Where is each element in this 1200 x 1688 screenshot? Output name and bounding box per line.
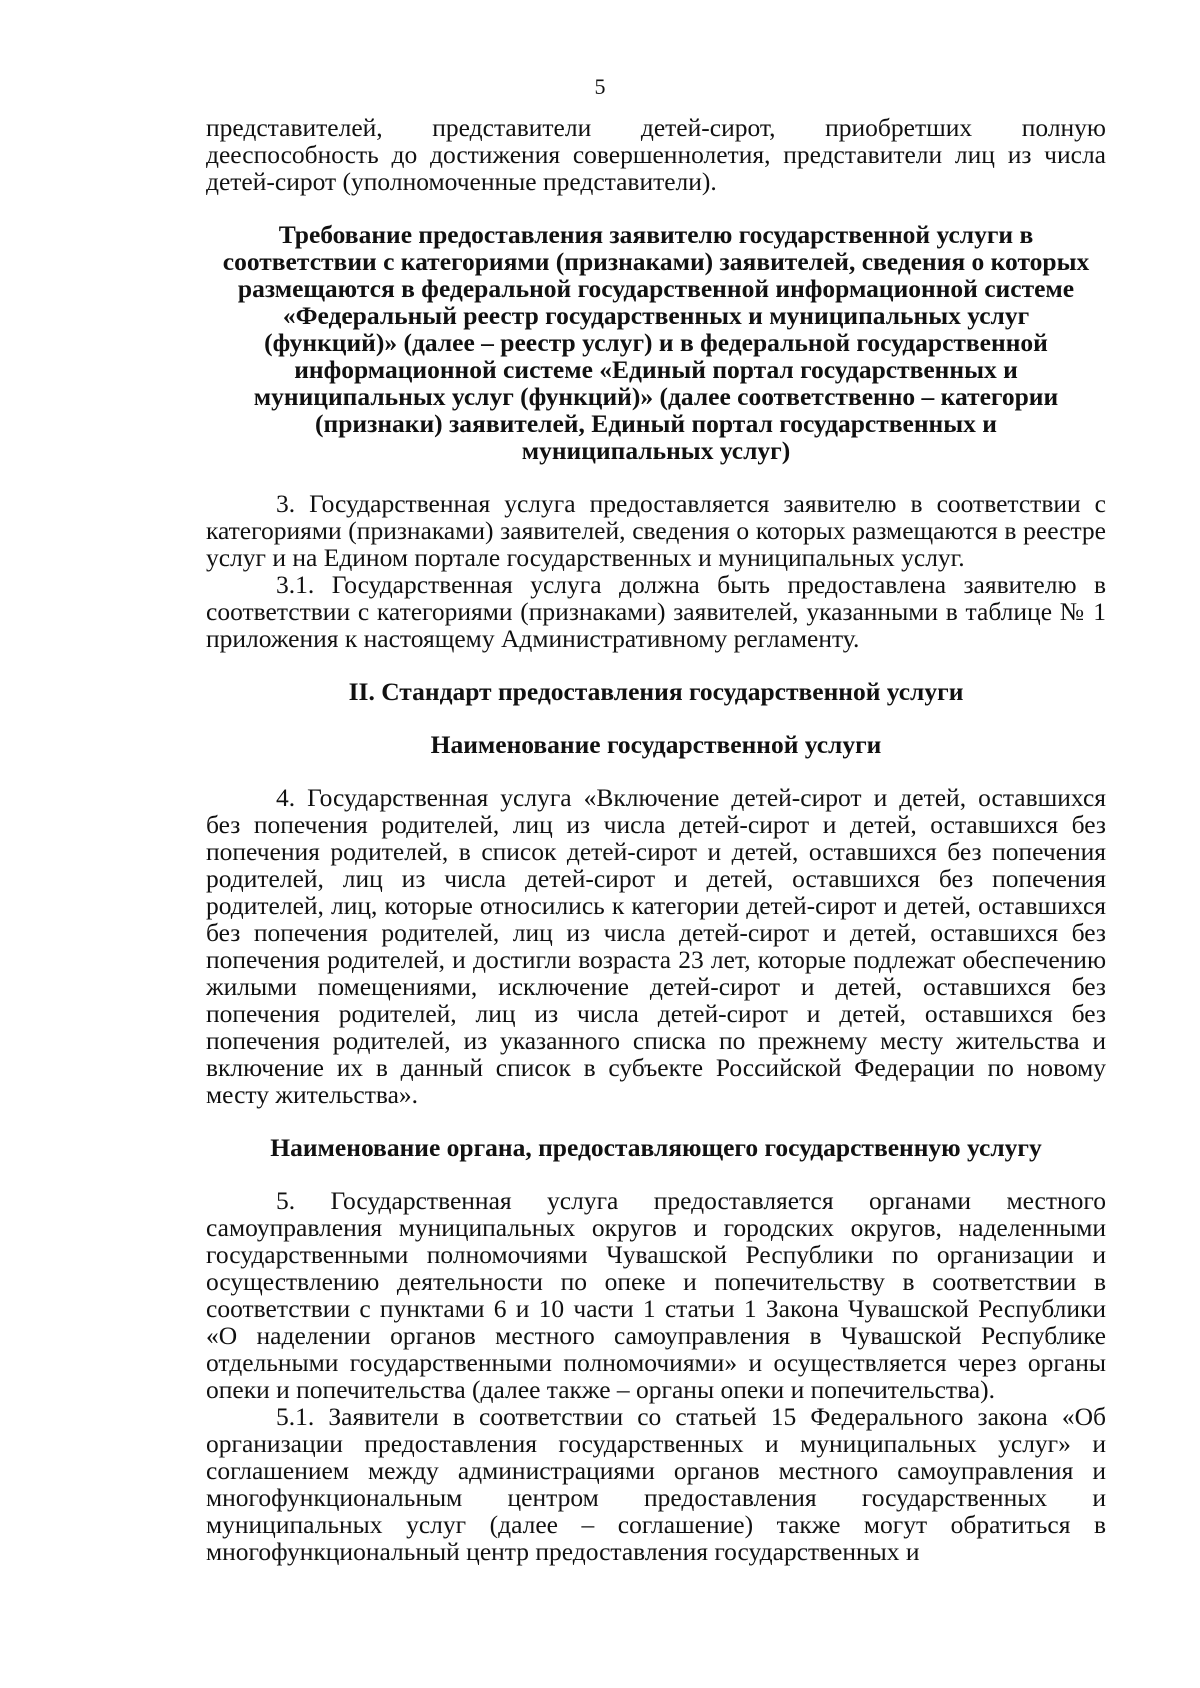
page-number: 5 bbox=[594, 74, 606, 99]
section-heading-standard: II. Стандарт предоставления государственной услуги bbox=[348, 677, 964, 706]
section-heading-service-name: Наименование государственной услуги bbox=[430, 730, 882, 759]
intro-paragraph: представителей, представители детей-сирот, приобретших полную дееспособность до достижения совершеннолетия, представители лиц из числа детей-сирот (уполномоченные представители). bbox=[206, 113, 1106, 196]
paragraph-5-1: 5.1. Заявители в соответствии со статьей 15 Федерального закона «Об организации предоставления государственных и муниципальных услуг» и соглашением между администрациями органов местного самоуправления и многофункциональным центром предоставления государственных и муниципальных услуг (далее – соглашение) также могут обратиться в многофункциональный центр предоставления государственных и bbox=[206, 1402, 1106, 1566]
document-body bbox=[206, 114, 1106, 1565]
paragraph-3: 3. Государственная услуга предоставляется заявителю в соответствии с категориями (признаками) заявителей, сведения о которых размещаются в реестре услуг и на Едином портале государственных и муниципальных услуг. bbox=[206, 489, 1106, 572]
paragraph-4: 4. Государственная услуга «Включение детей-сирот и детей, оставшихся без попечения родителей, лиц из числа детей-сирот и детей, оставшихся без попечения родителей, в список детей-сирот и детей, оставшихся без попечения родителей, лиц из числа детей-сирот и детей, оставшихся без попечения родителей, лиц, которые относились к категории детей-сирот и детей, оставшихся без попечения родителей, лиц из числа детей-сирот и детей, оставшихся без попечения родителей, и достигли возраста 23 лет, которые подлежат обеспечению жилыми помещениями, исключение детей-сирот и детей, оставшихся без попечения родителей, лиц из числа детей-сирот и детей, оставшихся без попечения родителей, из указанного списка по прежнему месту жительства и включение их в данный список в субъекте Российской Федерации по новому месту жительства». bbox=[206, 783, 1106, 1109]
section-heading-authority: Наименование органа, предоставляющего государственную услугу bbox=[270, 1133, 1042, 1162]
paragraph-5: 5. Государственная услуга предоставляется органами местного самоуправления муниципальных округов и городских округов, наделенными государственными полномочиями Чувашской Республики по организации и осуществлению деятельности по опеке и попечительству в соответствии в соответствии с пунктами 6 и 10 части 1 статьи 1 Закона Чувашской Республики «О наделении органов местного самоуправления в Чувашской Республике отдельными государственными полномочиями» и осуществляется через органы опеки и попечительства (далее также – органы опеки и попечительства). bbox=[206, 1186, 1106, 1404]
section-heading-requirement: Требование предоставления заявителю государственной услуги в соответствии с категориями (признаками) заявителей, сведения о которых размещаются в федеральной государственной информационной системе «Федеральный реестр государственных и муниципальных услуг (функций)» (далее – реестр услуг) и в федеральной государственной информационной системе «Единый портал государственных и муниципальных услуг (функций)» (далее соответственно – категории (признаки) заявителей, Единый портал государственных и муниципальных услуг) bbox=[222, 220, 1090, 465]
paragraph-3-1: 3.1. Государственная услуга должна быть предоставлена заявителю в соответствии с категориями (признаками) заявителей, указанными в таблице № 1 приложения к настоящему Административному регламенту. bbox=[206, 570, 1106, 653]
